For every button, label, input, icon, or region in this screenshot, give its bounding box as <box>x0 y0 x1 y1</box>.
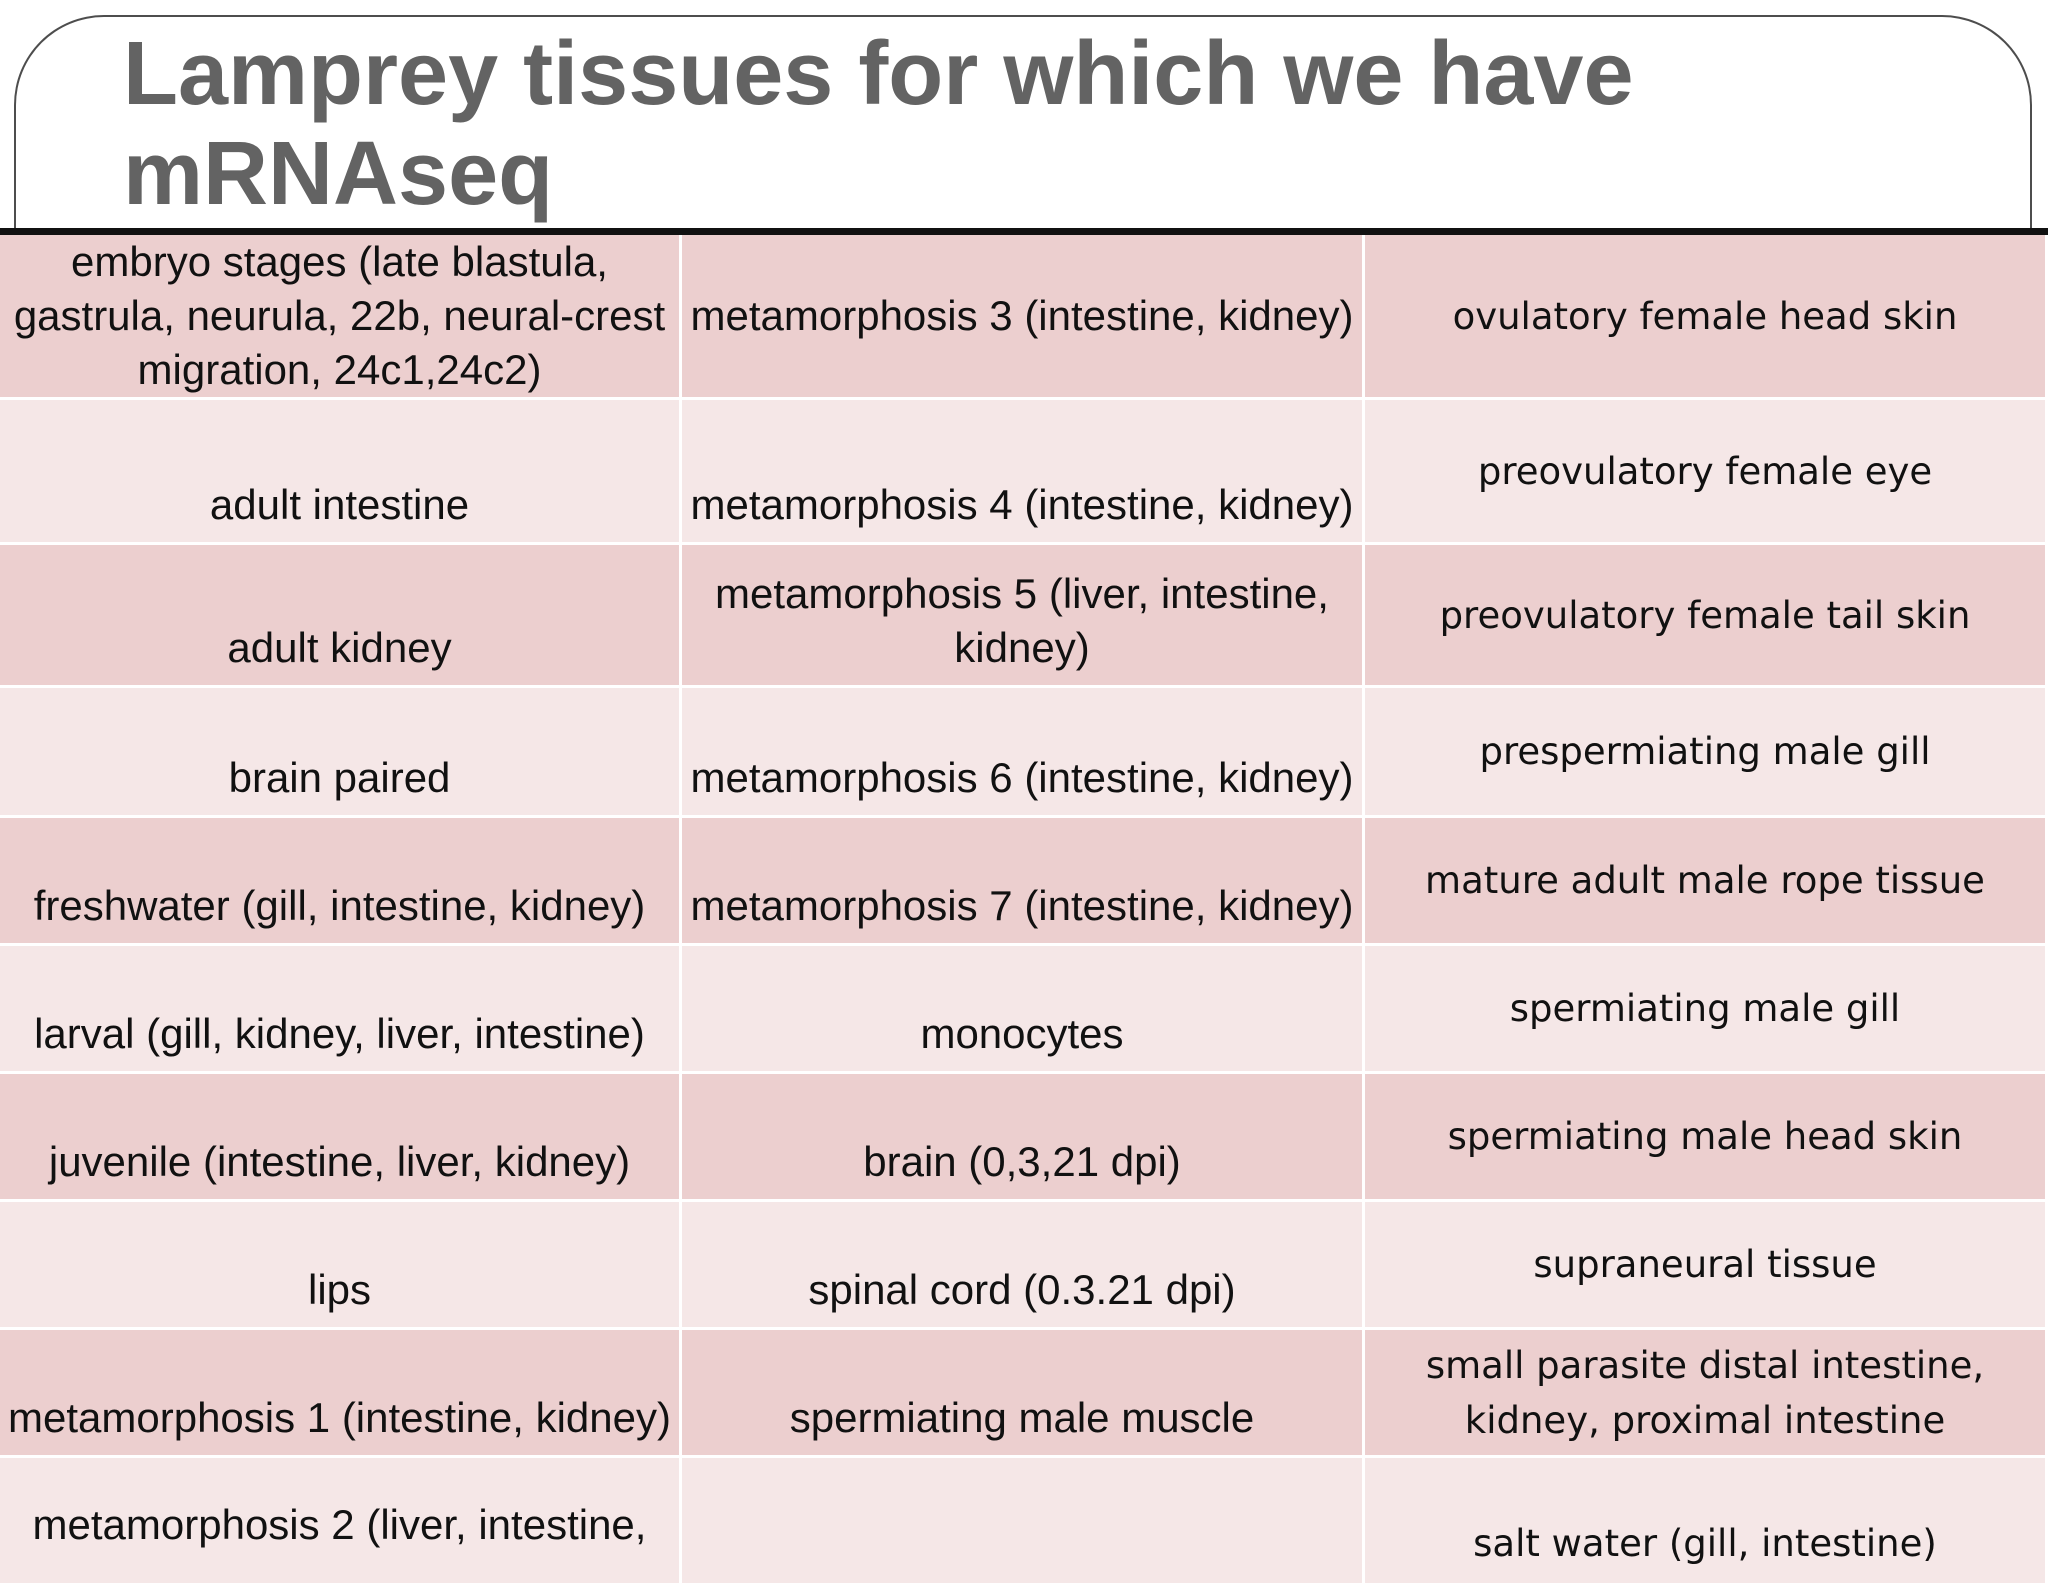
table-cell: spermiating male head skin <box>1365 1074 2048 1202</box>
table-cell: metamorphosis 1 (intestine, kidney) <box>0 1330 682 1458</box>
table-cell: embryo stages (late blastula, gastrula, neurula, 22b, neural-crest migration, 24c1,24c2) <box>0 235 682 400</box>
table-cell: spermiating male muscle <box>682 1330 1365 1458</box>
table-row <box>0 1202 2048 1330</box>
table-cell: monocytes <box>682 946 1365 1074</box>
table-container <box>0 235 2048 1565</box>
slide-title-line-1: Lamprey tissues for which we have <box>123 24 1634 124</box>
table-row <box>0 688 2048 818</box>
table-row <box>0 235 2048 400</box>
table-cell: juvenile (intestine, liver, kidney) <box>0 1074 682 1202</box>
table-cell: larval (gill, kidney, liver, intestine) <box>0 946 682 1074</box>
table-cell: adult kidney <box>0 545 682 688</box>
table-cell: metamorphosis 6 (intestine, kidney) <box>682 688 1365 818</box>
table-cell: preovulatory female tail skin <box>1365 545 2048 688</box>
table-cell: metamorphosis 5 (liver, intestine, kidney) <box>682 545 1365 688</box>
slide-title <box>123 24 1923 224</box>
table-cell: preovulatory female eye <box>1365 400 2048 545</box>
table-row <box>0 1074 2048 1202</box>
table-cell: brain paired <box>0 688 682 818</box>
table-cell: supraneural tissue <box>1365 1202 2048 1330</box>
table-row <box>0 818 2048 946</box>
table-cell: spinal cord (0.3.21 dpi) <box>682 1202 1365 1330</box>
table-cell: spermiating male gill <box>1365 946 2048 1074</box>
table-cell: prespermiating male gill <box>1365 688 2048 818</box>
table-cell: brain (0,3,21 dpi) <box>682 1074 1365 1202</box>
table-row <box>0 545 2048 688</box>
table-cell: metamorphosis 7 (intestine, kidney) <box>682 818 1365 946</box>
table-cell: small parasite distal intestine, kidney, proximal intestine <box>1365 1330 2048 1458</box>
slide-title-line-2: mRNAseq <box>123 124 554 224</box>
table-row <box>0 1458 2048 1586</box>
title-divider <box>0 228 2048 235</box>
table-row <box>0 946 2048 1074</box>
table-cell: freshwater (gill, intestine, kidney) <box>0 818 682 946</box>
table-cell: metamorphosis 2 (liver, intestine, <box>0 1458 682 1586</box>
table-cell: mature adult male rope tissue <box>1365 818 2048 946</box>
table-cell <box>682 1458 1365 1586</box>
table-cell: salt water (gill, intestine) <box>1365 1458 2048 1586</box>
table-cell: adult intestine <box>0 400 682 545</box>
table-cell: ovulatory female head skin <box>1365 235 2048 400</box>
table-cell: lips <box>0 1202 682 1330</box>
table-row <box>0 400 2048 545</box>
table-cell: metamorphosis 3 (intestine, kidney) <box>682 235 1365 400</box>
table-cell: metamorphosis 4 (intestine, kidney) <box>682 400 1365 545</box>
tissue-table <box>0 235 2048 1586</box>
table-row <box>0 1330 2048 1458</box>
